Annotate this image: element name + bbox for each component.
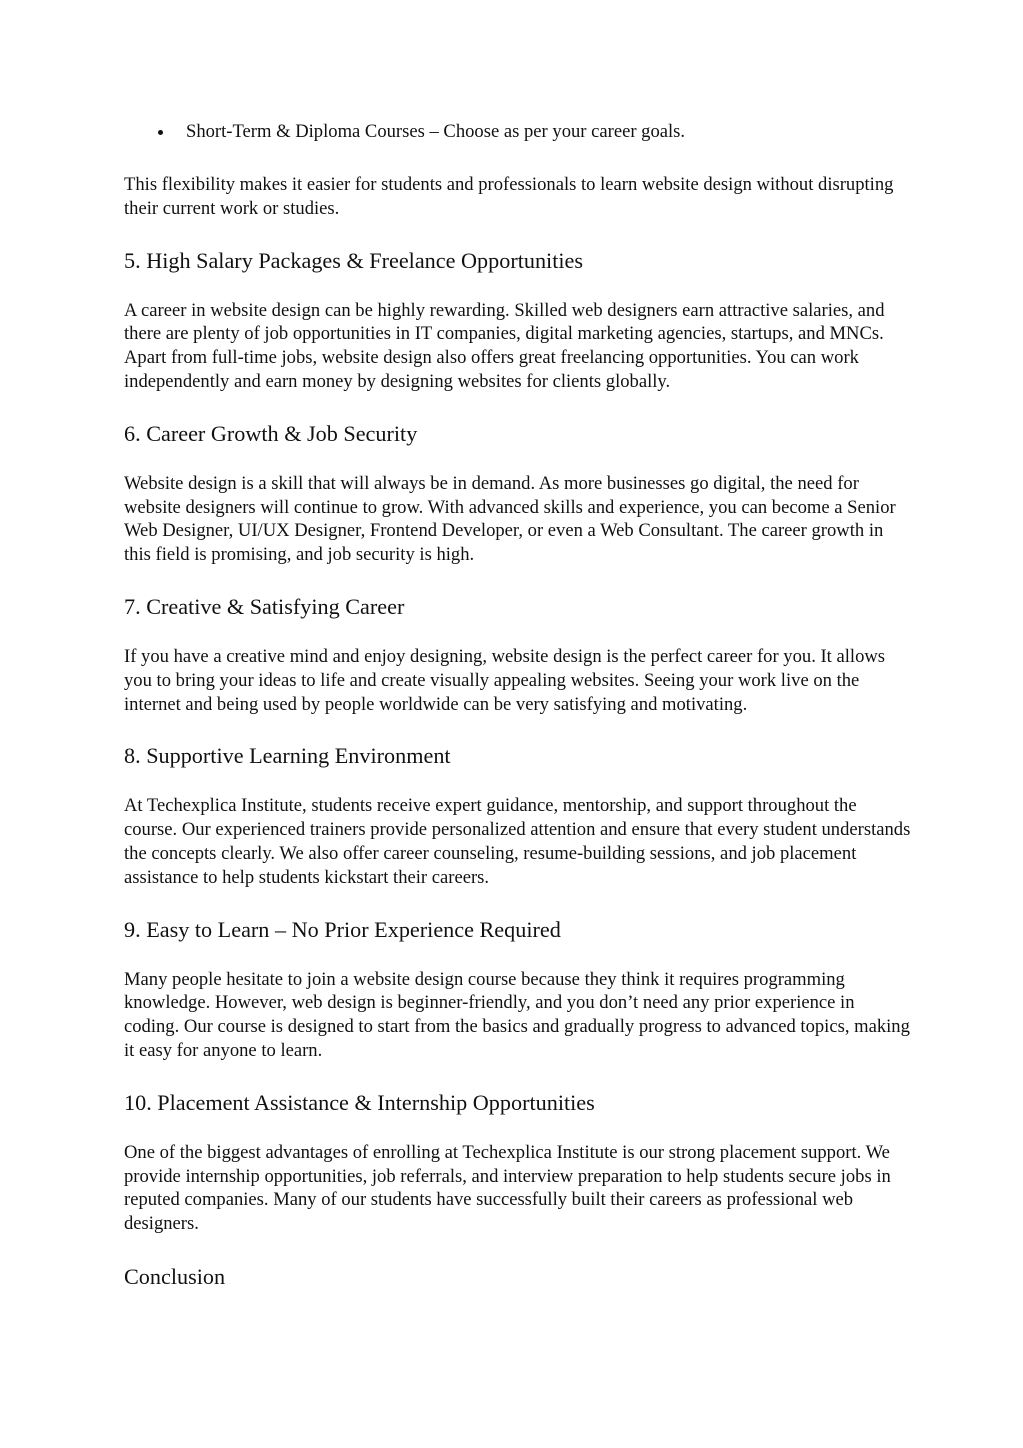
bullet-text: Short-Term & Diploma Courses – Choose as per your career goals. bbox=[186, 121, 686, 142]
section-heading: 7. Creative & Satisfying Career bbox=[124, 593, 405, 619]
section-career-growth bbox=[124, 421, 914, 567]
section-paragraph: Website design is a skill that will always be in demand. As more businesses go digital, the need for website designers will continue to grow. With advanced skills and experience, you can become a Senior Web Designer, UI/UX Designer, Frontend Developer, or even a Web Consultant. The career growth in this field is promising, and job security is high. bbox=[124, 472, 896, 566]
document-page bbox=[124, 120, 914, 1290]
section-heading: 6. Career Growth & Job Security bbox=[124, 420, 418, 446]
section-heading: 9. Easy to Learn – No Prior Experience Required bbox=[124, 916, 561, 942]
section-paragraph: At Techexplica Institute, students receive expert guidance, mentorship, and support throughout the course. Our experienced trainers provide personalized attention and ensure that every student understands the concepts clearly. We also offer career counseling, resume-building sessions, and job placement assistance to help students kickstart their careers. bbox=[124, 795, 911, 888]
list-item bbox=[124, 120, 914, 144]
section-heading: 8. Supportive Learning Environment bbox=[124, 743, 451, 769]
section-learning-environment bbox=[124, 743, 914, 889]
section-creative-career bbox=[124, 594, 914, 716]
bullet-list bbox=[124, 120, 914, 144]
conclusion-heading: Conclusion bbox=[124, 1263, 226, 1289]
section-paragraph: If you have a creative mind and enjoy designing, website design is the perfect career for you. It allows you to bring your ideas to life and create visually appealing websites. Seeing your work live on the internet and being used by people worldwide can be very satisfying and motivating. bbox=[124, 645, 886, 715]
section-salary bbox=[124, 248, 914, 394]
section-heading: 5. High Salary Packages & Freelance Opportunities bbox=[124, 247, 584, 273]
intro-paragraph: This flexibility makes it easier for students and professionals to learn website design without disrupting their current work or studies. bbox=[124, 174, 894, 219]
section-paragraph: Many people hesitate to join a website design course because they think it requires programming knowledge. However, web design is beginner-friendly, and you don’t need any prior experience in coding. Our course is designed to start from the basics and gradually progress to advanced topics, making it easy for anyone to learn. bbox=[124, 968, 910, 1061]
section-heading: 10. Placement Assistance & Internship Opportunities bbox=[124, 1089, 595, 1115]
section-placement bbox=[124, 1090, 914, 1236]
section-easy-to-learn bbox=[124, 917, 914, 1063]
bullet-dot-icon bbox=[158, 130, 163, 135]
section-paragraph: A career in website design can be highly rewarding. Skilled web designers earn attractive salaries, and there are plenty of job opportunities in IT companies, digital marketing agencies, startups, and MNCs. Apart from full-time jobs, website design also offers great freelancing opportunities. You can work independently and earn money by designing websites for clients globally. bbox=[124, 299, 885, 392]
section-paragraph: One of the biggest advantages of enrolling at Techexplica Institute is our strong placement support. We provide internship opportunities, job referrals, and interview preparation to help students secure jobs in reputed companies. Many of our students have successfully built their careers as professional web designers. bbox=[124, 1141, 891, 1235]
